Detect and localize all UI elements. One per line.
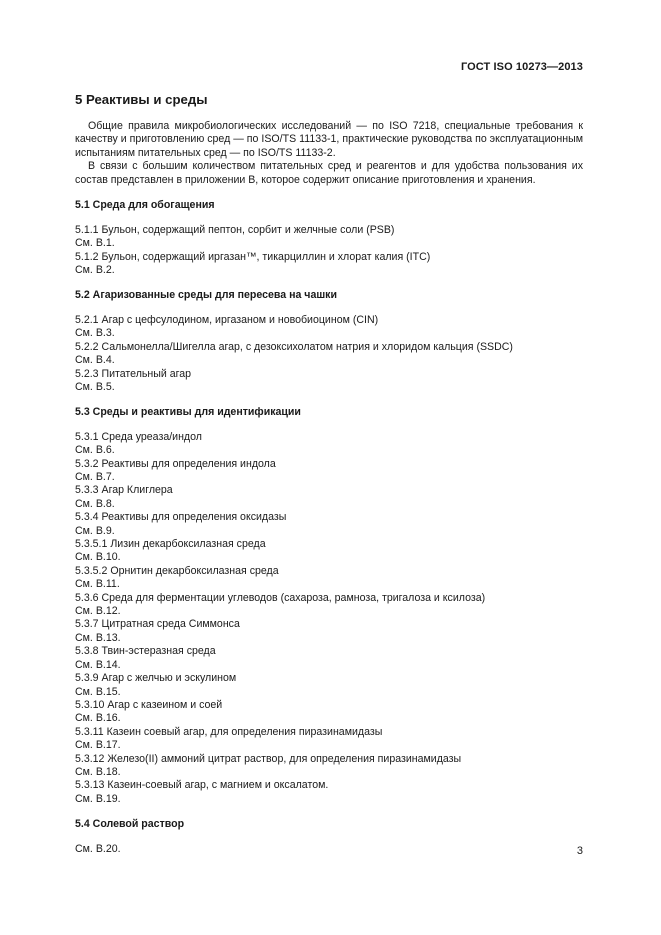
subsection-title: 5.1 Среда для обогащения (75, 199, 215, 211)
item-reference: См. В.7. (75, 471, 115, 483)
subsection-title: 5.3 Среды и реактивы для идентификации (75, 405, 301, 418)
standard-header: ГОСТ ISO 10273—2013 (460, 61, 583, 73)
item-reference: См. В.10. (75, 551, 121, 564)
item-reference: См. В.9. (75, 524, 115, 537)
intro-paragraph: В связи с большим количеством питательных сред и реагентов и для удобства пользования их состав представлен в приложении В, которое содержит описание приготовления и хранения. (75, 160, 583, 186)
item-reference: См. В.5. (75, 380, 115, 393)
item-reference: См. В.17. (75, 739, 121, 752)
item-heading: 5.3.10 Агар с казеином и соей (75, 698, 223, 711)
item-reference: См. В.13. (75, 631, 121, 644)
item-heading: 5.2.3 Питательный агар (75, 367, 192, 380)
page-number: 3 (576, 845, 583, 857)
item-reference: См. В.1. (75, 237, 115, 250)
item-heading: 5.2.1 Агар с цефсулодином, иргазаном и новобиоцином (CIN) (75, 313, 379, 326)
item-heading: 5.3.11 Казеин соевый агар, для определения пиразинамидазы (75, 725, 383, 738)
item-heading: 5.3.5.2 Орнитин декарбоксилазная среда (75, 564, 279, 577)
subsection-title: 5.4 Солевой раствор (75, 817, 185, 830)
item-heading: 5.3.1 Среда уреаза/индол (75, 430, 202, 443)
item-heading: 5.3.5.1 Лизин декарбоксилазная среда (75, 538, 266, 551)
section-spacer (75, 806, 583, 818)
section-spacer (75, 394, 583, 406)
section-title: 5 Реактивы и среды (75, 92, 208, 107)
item-heading: 5.3.4 Реактивы для определения оксидазы (75, 511, 287, 524)
item-reference: См. В.20. (75, 842, 121, 855)
item-reference: См. В.2. (75, 264, 115, 277)
item-reference: См. В.4. (75, 354, 115, 367)
item-reference: См. В.18. (75, 765, 121, 778)
item-reference: См. В.16. (75, 712, 121, 725)
intro-paragraph: Общие правила микробиологических исследований — по ISO 7218, специальные требования к качеству и приготовлению сред — по ISO/TS 11133-1, практические руководства по эксплуатационным испытаниям питательных сред — по ISO/TS 11133-2. (75, 120, 583, 159)
item-heading: 5.3.8 Твин-эстеразная среда (75, 645, 216, 658)
item-heading: 5.1.1 Бульон, содержащий пептон, сорбит и желчные соли (PSB) (75, 223, 395, 236)
item-reference: См. В.11. (75, 578, 120, 591)
subsection (75, 289, 583, 406)
item-reference: См. В.12. (75, 605, 121, 618)
item-reference: См. В.14. (75, 658, 121, 671)
item-heading: 5.3.13 Казеин-соевый агар, с магнием и оксалатом. (75, 779, 329, 792)
item-heading: 5.3.9 Агар с желчью и эскулином (75, 672, 237, 685)
item-heading: 5.1.2 Бульон, содержащий иргазан™, тикарциллин и хлорат калия (ITC) (75, 250, 431, 263)
subsection (75, 406, 583, 818)
intro-text (75, 120, 583, 187)
subsection-title: 5.2 Агаризованные среды для пересева на чашки (75, 289, 337, 302)
item-reference: См. В.8. (75, 497, 115, 510)
item-heading: 5.3.6 Среда для ферментации углеводов (сахароза, рамноза, тригалоза и ксилоза) (75, 591, 486, 604)
section-spacer (75, 278, 583, 290)
subsection (75, 818, 583, 856)
subsections-list (75, 199, 583, 856)
subsection (75, 199, 583, 289)
item-heading: 5.3.2 Реактивы для определения индола (75, 457, 276, 470)
item-heading: 5.3.3 Агар Клиглера (75, 484, 173, 497)
item-reference: См. В.6. (75, 444, 115, 457)
item-heading: 5.3.7 Цитратная среда Симмонса (75, 618, 240, 631)
item-reference: См. В.3. (75, 327, 115, 340)
item-heading: 5.3.12 Железо(II) аммоний цитрат раствор, для определения пиразинамидазы (75, 752, 462, 765)
item-reference: См. В.15. (75, 685, 121, 698)
item-reference: См. В.19. (75, 792, 121, 805)
item-heading: 5.2.2 Сальмонелла/Шигелла агар, с дезоксихолатом натрия и хлоридом кальция (SSDC) (75, 340, 513, 353)
